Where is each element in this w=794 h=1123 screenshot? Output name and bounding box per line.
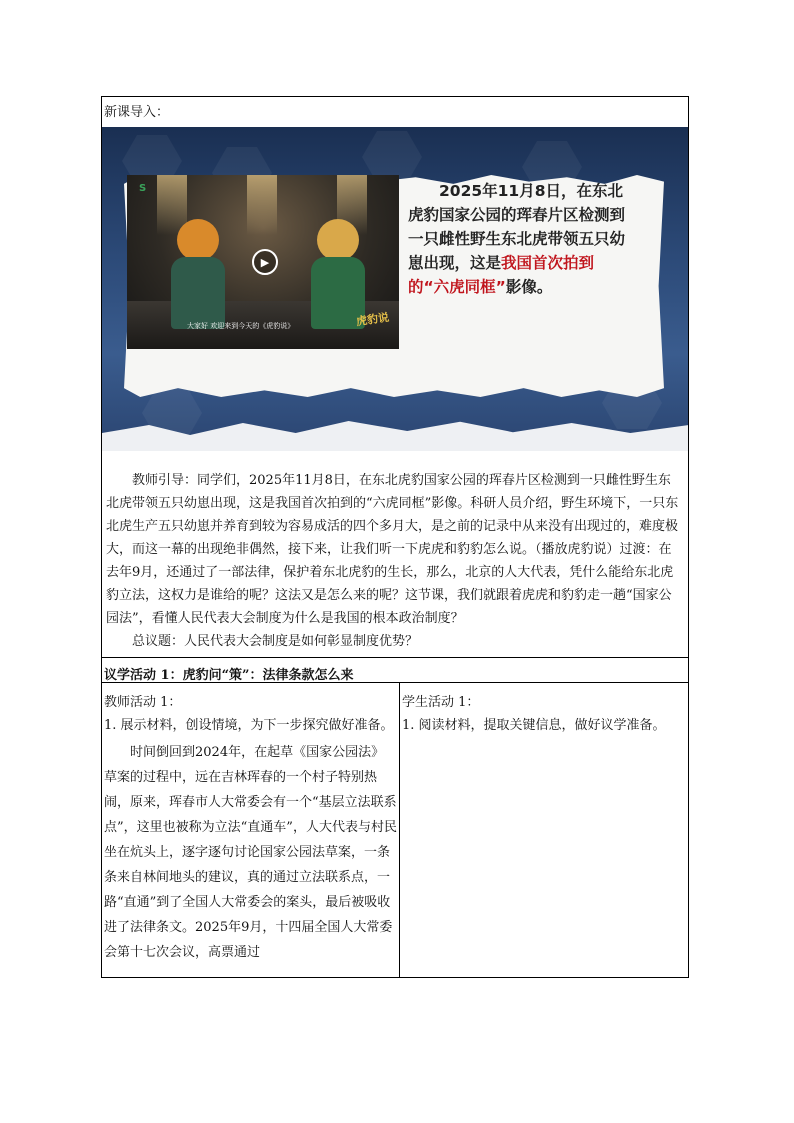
activity-title-cell [102, 658, 689, 683]
news-text-highlight: 我国首次拍到的“六虎同框” [408, 254, 595, 296]
play-icon[interactable]: ▶ [252, 249, 278, 275]
intro-cell [102, 97, 689, 658]
teacher-activity-heading: 教师活动 1： [104, 695, 182, 710]
teacher-activity-paragraph: 时间倒回到2024年，在起草《国家公园法》草案的过程中，远在吉林珲春的一个村子特别热闹，原来，珲春市人大常委会有一个“基层立法联系点”，这里也被称为立法“直通车”，人大代表与村民坐在炕头上，逐字逐句讨论国家公园法草案，一条条来自林间地头的建议，真的通过立法联系点，一路“直通”到了全国人大常委会的案头，最后被吸收进了法律条文。2025年9月，十四届全国人大常委会第十七次会议，高票通过 [104, 745, 397, 960]
student-activity-cell [400, 683, 689, 978]
activity1-title: 议学活动 1：虎豹问“策”：法律条款怎么来 [104, 668, 354, 683]
video-channel-logo: S [139, 183, 147, 194]
video-player[interactable] [127, 175, 399, 349]
main-question: 总议题：人民代表大会制度是如何彰显制度优势？ [132, 634, 419, 649]
news-headline [408, 179, 630, 299]
video-caption: 大家好 欢迎来到今天的《虎豹说》 [187, 322, 295, 330]
student-activity-heading: 学生活动 1： [402, 695, 480, 710]
news-text-part3: 影像。 [505, 278, 553, 296]
intro-news-image [102, 127, 688, 451]
video-badge: 虎豹说 [355, 310, 390, 329]
teacher-guide-paragraph: 教师引导：同学们，2025年11月8日，在东北虎豹国家公园的珲春片区检测到一只雌性野生东北虎带领五只幼崽出现，这是我国首次拍到的“六虎同框”影像。科研人员介绍，野生环境下，一只东北虎生产五只幼崽并养育到较为容易成活的四个多月大，是之前的记录中从来没有出现过的，难度极大，而这一幕的出现绝非偶然，接下来，让我们听一下虎虎和豹豹怎么说。（播放虎豹说）过渡：在去年9月，还通过了一部法律，保护着东北虎豹的生长，那么，北京的人大代表，凭什么能给东北虎豹立法，这权力是谁给的呢？这法又是怎么来的呢？这节课，我们就跟着虎虎和豹豹走一趟“国家公园法”，看懂人民代表大会制度为什么是我国的根本政治制度？ [106, 473, 679, 626]
teacher-activity-cell [102, 683, 400, 978]
news-text-part1: 2025年11月8日，在东北虎豹国家公园的珲春片区检测到一只雌性野生东北虎带领五只幼崽出现，这是 [408, 182, 626, 272]
intro-label: 新课导入： [104, 105, 170, 120]
teacher-activity-item1: 1. 展示材料，创设情境，为下一步探究做好准备。 [104, 718, 394, 733]
student-activity-item1: 1. 阅读材料，提取关键信息，做好议学准备。 [402, 718, 666, 733]
lesson-table [101, 96, 689, 978]
tiger-character [167, 219, 229, 329]
